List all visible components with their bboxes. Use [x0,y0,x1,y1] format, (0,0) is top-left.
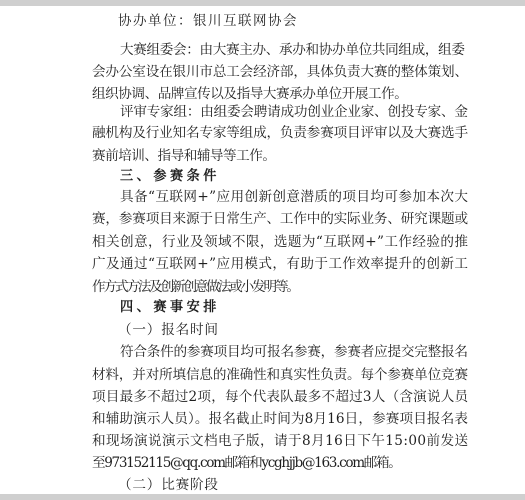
conditions-line-3: 相关创意，行业及领域不限，选题为“互联网+”工作经验的推 [92,234,469,250]
subsection-competition-stage: （二）比赛阶段 [118,477,219,493]
conditions-line-2: 赛，参赛项目来源于日常生产、工作中的实际业务、研究课题或 [92,211,468,227]
schedule-line-3: 项目最多不超过2项，每个代表队最多不超过3人（含演说人员 [92,389,469,405]
expert-group-line-1: 评审专家组：由组委会聘请成功创业企业家、创投专家、金 [120,104,468,120]
top-divider [0,0,525,6]
schedule-line-5: 和现场演说演示文档电子版，请于8月16日下午15:00前发送 [92,433,469,449]
expert-group-line-2: 融机构及行业知名专家等组成，负责参赛项目评审以及大赛选手 [92,125,468,141]
conditions-line-5: 作方式方法及创新创意做法或小发明等。 [92,279,298,295]
schedule-line-2: 材料，并对所填信息的准确性和真实性负责。每个参赛单位竞赛 [92,367,468,383]
section-heading-3: 三、参赛条件 [120,168,220,184]
schedule-line-4: 和辅助演示人员）。报名截止时间为8月16日，参赛项目报名表 [92,411,469,427]
bottom-divider [0,494,525,500]
schedule-line-1: 符合条件的参赛项目均可报名参赛，参赛者应提交完整报名 [120,344,468,360]
co-organizer-line: 协办单位：银川互联网协会 [118,13,299,29]
committee-line-1: 大赛组委会：由大赛主办、承办和协办单位共同组成，组委 [120,42,465,58]
conditions-line-4: 广及通过“互联网+”应用模式，有助于工作效率提升的创新工 [92,256,469,272]
section-heading-4: 四、赛事安排 [120,299,220,315]
committee-line-3: 组织协调、品牌宣传以及指导大赛承办单位开展工作。 [92,86,408,102]
subsection-registration-time: （一）报名时间 [118,322,219,338]
conditions-line-1: 具备“互联网+”应用创新创意潜质的项目均可参加本次大 [120,189,469,205]
expert-group-line-3: 赛前培训、指导和辅导等工作。 [92,148,276,164]
committee-line-2: 会办公室设在银川市总工会经济部，具体负责大赛的整体策划、 [92,64,468,80]
schedule-line-6: 至973152115@qq.com邮箱和ycghjjb@163.com邮箱。 [92,455,401,471]
